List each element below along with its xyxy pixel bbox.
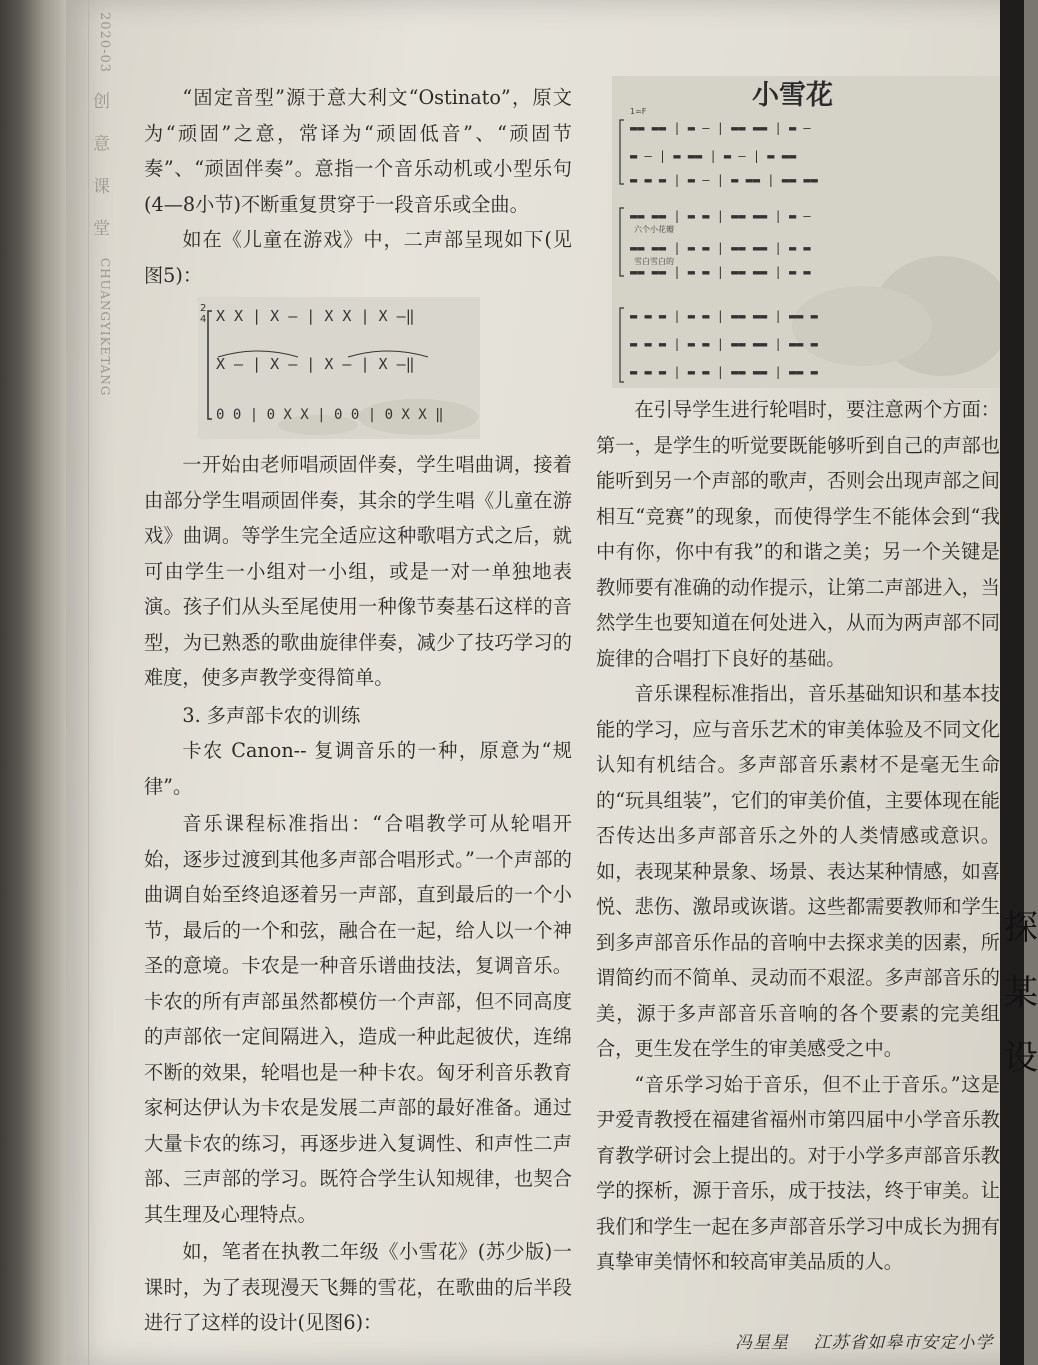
right-column [596, 392, 1000, 1280]
issue-date: 2020-03 [97, 12, 112, 74]
svg-text:▬▬ ▬▬ | ▬ ▬ | ▬▬ ▬▬ | ▬ ▬: ▬▬ ▬▬ | ▬ ▬ | ▬▬ ▬▬ | ▬ ▬ [630, 241, 811, 255]
svg-text:▬ — | ▬ ▬▬ | ▬ — | ▬ ▬▬: ▬ — | ▬ ▬▬ | ▬ — | ▬ ▬▬ [630, 149, 797, 163]
score-lyric: 六个小花瓣 [634, 225, 674, 234]
rhythm-row-1: X X | X — | X X | X —‖ [216, 307, 415, 325]
svg-text:▬▬ ▬▬ | ▬ ▬ | ▬▬ ▬▬ | ▬ —: ▬▬ ▬▬ | ▬ ▬ | ▬▬ ▬▬ | ▬ — [630, 209, 811, 223]
score-lyric: 雪白雪白的 [634, 257, 674, 266]
edge-glyph: 探 [1004, 908, 1038, 948]
column-name: 创 意 课 堂 [89, 92, 109, 247]
svg-text:▬▬ ▬▬ | ▬ — | ▬▬ ▬▬ | ▬ —: ▬▬ ▬▬ | ▬ — | ▬▬ ▬▬ | ▬ — [630, 121, 811, 135]
paragraph: “固定音型”源于意大利文“Ostinato”，原文为“顽固”之意，常译为“顽固低音”、“顽固节奏”、“顽固伴奏”。意指一个音乐动机或小型乐句(4—8小节)不断重复贯穿于一段音乐或全曲。 [144, 86, 572, 216]
svg-text:▬ ▬ ▬ | ▬ ▬ | ▬▬ ▬▬ | ▬▬ ▬: ▬ ▬ ▬ | ▬ ▬ | ▬▬ ▬▬ | ▬▬ ▬ [630, 309, 818, 323]
paragraph: 如，笔者在执教二年级《小雪花》(苏少版)一课时，为了表现漫天飞舞的雪花，在歌曲的后半段进行了这样的设计(见图6)： [144, 1240, 572, 1334]
book-page-stack [0, 0, 70, 1365]
rhythm-row-3: 0 0 | 0 X X | 0 0 | 0 X X ‖ [216, 407, 444, 423]
svg-text:▬ ▬ ▬ | ▬ ▬ | ▬▬ ▬▬ | ▬▬ ▬: ▬ ▬ ▬ | ▬ ▬ | ▬▬ ▬▬ | ▬▬ ▬ [630, 337, 818, 351]
paragraph: 音乐课程标准指出：“合唱教学可从轮唱开始，逐步过渡到其他多声部合唱形式。”一个声部的曲调自始至终追逐着另一声部，直到最后的一个小节，最后的一个和弦，融合在一起，给人以一个神圣的意境。卡农是一种音乐谱曲技法，复调音乐。卡农的所有声部虽然都模仿一个声部，但不同高度的声部依一定间隔进入，造成一种此起彼伏，连绵不断的效果，轮唱也是一种卡农。匈牙利音乐教育家柯达伊认为卡农是发展二声部的最好准备。通过大量卡农的练习，再逐步进入复调性、和声性二声部、三声部的学习。既符合学生认知规律，也契合其生理及心理特点。 [144, 812, 572, 1226]
paragraph: 一开始由老师唱顽固伴奏，学生唱曲调，接着由部分学生唱顽固伴奏，其余的学生唱《儿童在游戏》曲调。等学生完全适应这种歌唱方式之后，就可由学生一小组对一小组，或是一对一单独地表演。孩子们从头至尾使用一种像节奏基石这样的音型，为已熟悉的歌曲旋律伴奏，减少了技巧学习的难度，使多声教学变得简单。 [144, 453, 572, 689]
paragraph: 音乐课程标准指出，音乐基础知识和基本技能的学习，应与音乐艺术的审美体验及不同文化认知有机结合。多声部音乐素材不是毫无生命的“玩具组装”，它们的审美价值，主要体现在能否传达出多声部音乐之外的人类情感或意识。如，表现某种景象、场景、表达某种情感，如喜悦、悲伤、激昂或诙谐。这些都需要教师和学生到多声部音乐作品的音响中去探求美的因素，所谓简约而不简单、灵动而不艰涩。多声部音乐的美，源于多声部音乐音响的各个要素的完美组合，更生发在学生的审美感受之中。 [596, 682, 1000, 1060]
section-heading: 3. 多声部卡农的训练 [182, 703, 361, 727]
edge-glyph: 设 [1004, 1038, 1038, 1078]
author-affiliation: 江苏省如皋市安定小学 [813, 1333, 994, 1353]
left-column [144, 80, 572, 1341]
rhythm-row-2: X — | X — | X — | X —‖ [216, 355, 415, 373]
paragraph: 如在《儿童在游戏》中，二声部呈现如下(见图5)： [144, 228, 572, 287]
paragraph: 在引导学生进行轮唱时，要注意两个方面：第一，是学生的听觉要既能够听到自己的声部也能听到另一个声部的歌声，否则会出现声部之间相互“竞赛”的现象，而使得学生不能体会到“我中有你，你中有我”的和谐之美；另一个关键是教师要有准确的动作提示，让第二声部进入，当然学生也要知道在何处进入，从而为两声部不同旋律的合唱打下良好的基础。 [596, 398, 1000, 670]
column-pinyin: CHUANGYIKETANG [98, 258, 112, 397]
score-graphic [612, 76, 1002, 388]
next-page-edge [1000, 0, 1024, 1365]
figure-5-notation [198, 297, 480, 439]
paragraph: 卡农 Canon-- 复调音乐的一种，原意为“规律”。 [144, 739, 572, 798]
time-signature-bottom: 4 [200, 314, 207, 325]
svg-text:▬▬ ▬▬ | ▬ ▬ | ▬▬ ▬▬ | ▬ ▬: ▬▬ ▬▬ | ▬ ▬ | ▬▬ ▬▬ | ▬ ▬ [630, 265, 811, 279]
svg-text:▬ ▬ ▬ | ▬ ▬ | ▬▬ ▬▬ | ▬▬ ▬: ▬ ▬ ▬ | ▬ ▬ | ▬▬ ▬▬ | ▬▬ ▬ [630, 365, 818, 379]
edge-glyph: 某 [1004, 973, 1038, 1013]
notation-graphic [198, 297, 480, 439]
score-key: 1=F [630, 107, 647, 116]
paragraph: “音乐学习始于音乐，但不止于音乐。”这是尹爱青教授在福建省福州市第四届中小学音乐教育教学研讨会上提出的。对于小学多声部音乐教学的探析，源于音乐，成于技法，终于审美。让我们和学生一起在多声部音乐学习中成长为拥有真挚审美情怀和较高审美品质的人。 [596, 1072, 1000, 1273]
author-name: 冯星星 [735, 1333, 789, 1353]
score-title: 小雪花 [752, 80, 833, 111]
byline [735, 1328, 1011, 1353]
figure-6-score [612, 76, 1002, 388]
time-signature-top: 2 [200, 303, 207, 314]
svg-text:▬ ▬ ▬ | ▬ — | ▬ ▬▬ | ▬▬ ▬▬: ▬ ▬ ▬ | ▬ — | ▬ ▬▬ | ▬▬ ▬▬ [630, 173, 818, 187]
